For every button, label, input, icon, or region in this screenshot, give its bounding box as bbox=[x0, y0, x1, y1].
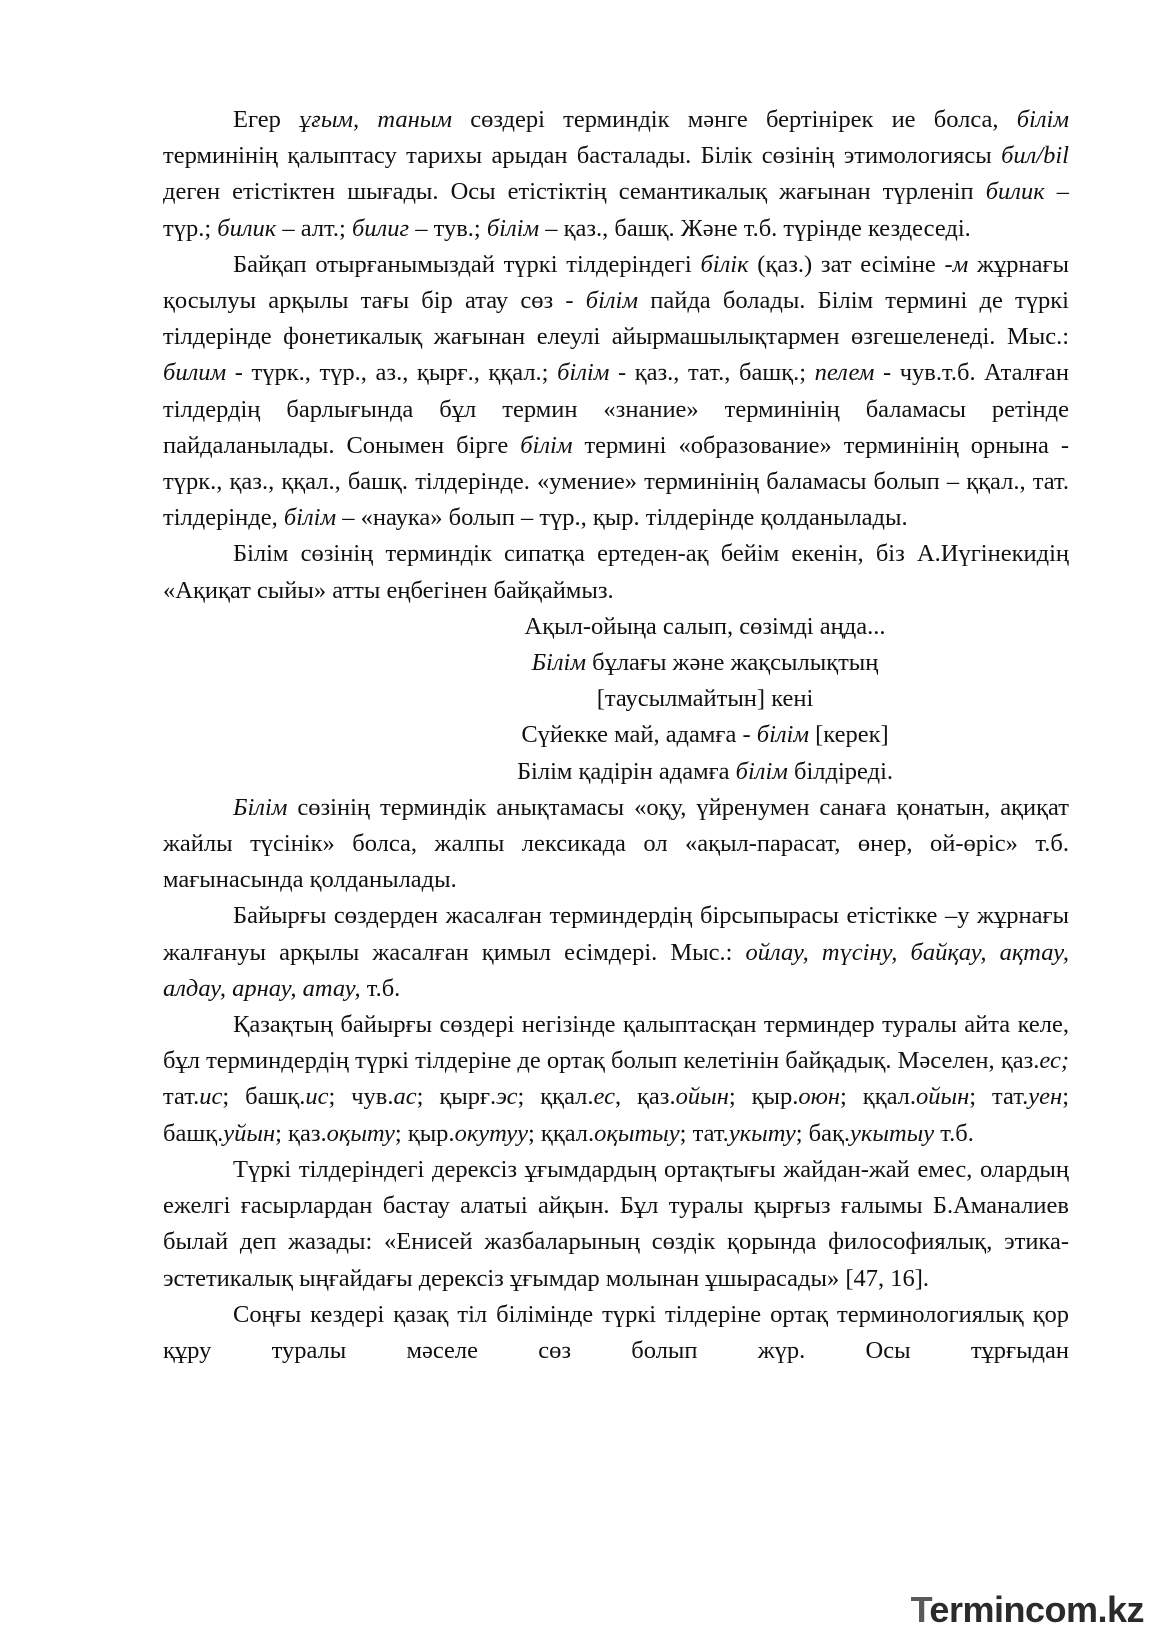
text-run: – тув.; bbox=[409, 214, 487, 242]
text-run: [керек] bbox=[809, 721, 889, 749]
italic-term: оқытыу bbox=[594, 1119, 680, 1147]
paragraph-2 bbox=[163, 247, 1069, 537]
paragraph-4 bbox=[163, 790, 1069, 899]
text-run: - түрк., түр., аз., қырғ., ққал.; bbox=[226, 359, 558, 387]
poem-line bbox=[341, 717, 1069, 753]
italic-term: ойын bbox=[916, 1083, 970, 1111]
text-run: Қазақтың байырғы сөздері негізінде қалыптасқан терминдер туралы айта келе, бұл терминдердің түркі тілдеріне де ортақ болып келетінін байқадық. Мәселен, қаз. bbox=[163, 1011, 1069, 1075]
italic-term: билик bbox=[985, 178, 1045, 206]
italic-term: ұғым, таным bbox=[299, 106, 452, 133]
text-run: ; ққал. bbox=[517, 1083, 594, 1111]
italic-term: білім bbox=[735, 757, 788, 785]
italic-term: оқыту bbox=[326, 1119, 395, 1147]
paragraph-5 bbox=[163, 898, 1069, 1007]
poem-line bbox=[341, 645, 1069, 681]
text-run: ; қаз. bbox=[275, 1119, 327, 1147]
italic-term: ес; bbox=[1039, 1047, 1069, 1075]
text-run: деген етістіктен шығады. Осы етістіктің семантикалық жағынан түрленіп bbox=[163, 178, 986, 206]
text-run: Байқап отырғанымыздай түркі тілдеріндегі bbox=[233, 250, 701, 278]
text-run: – «наука» болып – түр., қыр. тілдерінде қолданылады. bbox=[336, 504, 908, 532]
text-run: жұрнағы қосылуы арқылы тағы бір атау сөз - bbox=[163, 250, 1069, 315]
text-run: пайда болады. Білім термині де түркі тілдерінде фонетикалық жағынан елеулі айырмашылықтармен өзгешеленеді. Мыс.: bbox=[163, 287, 1069, 351]
text-run: – алт.; bbox=[276, 214, 352, 242]
paragraph-3: Білім сөзінің терминдік сипатқа ертеден-ақ бейім екенін, біз А.Иүгінекидің «Ақиқат сыйы» атты еңбегінен байқаймыз. bbox=[163, 540, 1069, 604]
italic-term: билим bbox=[163, 359, 227, 387]
text-run: - чув.т.б. Аталған тілдердің барлығында бұл термин «знание» терминінің баламасы ретінде пайдаланылады. Сонымен бірге bbox=[163, 359, 1069, 459]
italic-term: ойын bbox=[675, 1083, 729, 1111]
text-run: білдіреді. bbox=[787, 757, 894, 785]
italic-term: билик bbox=[217, 214, 277, 242]
text-run: – қаз., башқ. Және т.б. түрінде кездеседі. bbox=[539, 214, 971, 242]
text-run: ; тат. bbox=[679, 1119, 729, 1147]
text-run: ; қыр. bbox=[394, 1119, 455, 1147]
paragraph-8: Соңғы кездері қазақ тіл білімінде түркі тілдеріне ортақ терминологиялық қор құру туралы мәселе сөз болып жүр. Осы тұрғыдан bbox=[163, 1300, 1069, 1364]
text-run: Ақыл-ойыңа салып, сөзімді аңда... bbox=[524, 612, 886, 640]
italic-term: Білім bbox=[531, 649, 586, 677]
text-run: тат. bbox=[163, 1083, 200, 1111]
italic-term: білім bbox=[1016, 106, 1069, 133]
italic-term: ис bbox=[199, 1083, 223, 1111]
italic-term: білім bbox=[585, 287, 639, 315]
italic-term: білік bbox=[700, 250, 749, 278]
text-run: ; ққал. bbox=[527, 1119, 595, 1147]
italic-term: уйын bbox=[223, 1119, 276, 1147]
text-run: ; чув. bbox=[328, 1083, 394, 1111]
italic-term: эс bbox=[496, 1083, 518, 1111]
text-run: сөздері терминдік мәнге бертінірек ие болса, bbox=[452, 106, 1017, 133]
text-run: ; қыр. bbox=[728, 1083, 799, 1111]
text-run: сөзінің терминдік анықтамасы «оқу, үйренумен санаға қонатын, ақиқат жайлы түсінік» болса, жалпы лексикада ол «ақыл-парасат, өнер, ой-өріс» т.б. мағынасында қолданылады. bbox=[163, 793, 1069, 894]
italic-term: уен bbox=[1028, 1083, 1063, 1111]
text-run: (қаз.) зат есіміне bbox=[748, 250, 945, 278]
text-run: ; бақ. bbox=[795, 1119, 851, 1147]
text-run: термині «образование» терминінің орнына - түрк., қаз., ққал., башқ. тілдерінде. «умение» терминінің баламасы болып – ққал., тат. тілдерінде, bbox=[163, 431, 1069, 532]
text-run: [таусылмайтын] кені bbox=[596, 685, 814, 713]
poem-line bbox=[341, 681, 1069, 717]
italic-term: білім bbox=[486, 214, 540, 242]
italic-term: білім bbox=[283, 504, 337, 532]
poem-quote bbox=[163, 609, 1069, 790]
paragraph-1 bbox=[163, 102, 1069, 247]
text-run: Білім қадірін адамға bbox=[516, 757, 736, 785]
text-run: Байырғы сөздерден жасалған терминдердің бірсыпырасы етістікке –у жұрнағы жалғануы арқылы жасалған қимыл есімдері. Мыс.: bbox=[163, 902, 1069, 966]
text-run: Егер bbox=[233, 106, 300, 133]
termincom-logo[interactable] bbox=[911, 1589, 1144, 1631]
poem-line bbox=[341, 754, 1069, 790]
logo-text: ermincom.kz bbox=[929, 1589, 1144, 1630]
italic-term: -м bbox=[944, 250, 969, 278]
document-page bbox=[163, 102, 1069, 1369]
italic-term: білім bbox=[557, 359, 610, 387]
text-run: т.б. bbox=[360, 974, 401, 1002]
text-run: терминінің қалыптасу тарихы арыдан басталады. Білік сөзінің этимологиясы bbox=[163, 142, 1002, 170]
text-run: - қаз., тат., башқ.; bbox=[609, 359, 815, 387]
italic-term: оюн bbox=[798, 1083, 841, 1111]
italic-term: ис bbox=[305, 1083, 329, 1111]
text-run: ; қырғ. bbox=[416, 1083, 497, 1111]
poem-line bbox=[341, 609, 1069, 645]
text-run: Сүйекке май, адамға - bbox=[521, 721, 757, 749]
italic-term: Білім bbox=[233, 793, 288, 821]
text-run: ; башқ. bbox=[163, 1083, 1069, 1147]
logo-letter: T bbox=[910, 1589, 930, 1630]
italic-term: окутуу bbox=[454, 1119, 528, 1147]
italic-term: бил/bil bbox=[1001, 142, 1069, 170]
text-run: ; тат. bbox=[969, 1083, 1029, 1111]
text-run: ; башқ. bbox=[222, 1083, 306, 1111]
italic-term: ойлау, түсіну, байқау, ақтау, алдау, арнау, атау, bbox=[163, 938, 1069, 1002]
text-run: – түр.; bbox=[163, 178, 1069, 242]
italic-term: ас bbox=[393, 1083, 417, 1111]
italic-term: пелем bbox=[814, 359, 875, 387]
italic-term: билиг bbox=[351, 214, 410, 242]
italic-term: укыту bbox=[728, 1119, 796, 1147]
text-run: ; ққал. bbox=[840, 1083, 917, 1111]
text-run: , қаз. bbox=[614, 1083, 676, 1111]
italic-term: білім bbox=[520, 431, 573, 459]
paragraph-7: Түркі тілдеріндегі дерексіз ұғымдардың ортақтығы жайдан-жай емес, олардың ежелгі ғасырлардан бастау алатыі айқын. Бұл туралы қырғыз ғалымы Б.Аманалиев былай деп жазады: «Енисей жазбаларының сөздік қорында философиялық, этика-эстетикалық ыңғайдағы дерексіз ұғымдар молынан ұшырасады» [47, 16]. bbox=[163, 1155, 1069, 1292]
paragraph-6 bbox=[163, 1007, 1069, 1152]
italic-term: білім bbox=[756, 721, 810, 749]
text-run: бұлағы және жақсылықтың bbox=[585, 649, 879, 677]
italic-term: укытыу bbox=[850, 1119, 935, 1147]
text-run: т.б. bbox=[934, 1119, 974, 1147]
italic-term: ес bbox=[593, 1083, 615, 1111]
